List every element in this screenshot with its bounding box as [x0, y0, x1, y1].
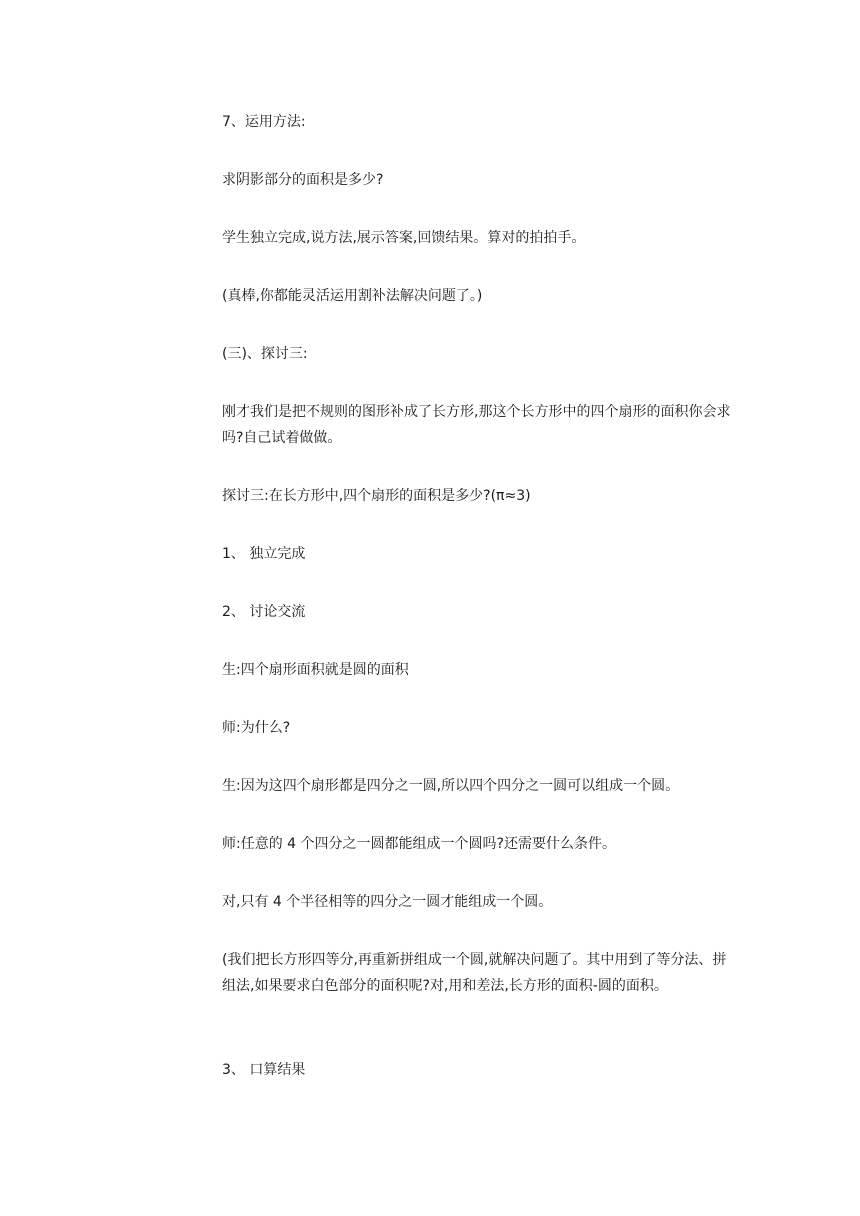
section-heading-explore-three: (三)、探讨三: [222, 346, 308, 362]
dialogue-teacher-2: 师:任意的 4 个四分之一圆都能组成一个圆吗?还需要什么条件。 [222, 836, 616, 852]
list-item-discussion: 2、 讨论交流 [222, 604, 306, 620]
list-item-independent: 1、 独立完成 [222, 546, 306, 562]
dialogue-student-1: 生:四个扇形面积就是圆的面积 [222, 662, 409, 678]
question-shaded-area: 求阴影部分的面积是多少? [222, 172, 384, 188]
paragraph-method-summary: (我们把长方形四等分,再重新拼组成一个圆,就解决问题了。其中用到了等分法、拼组法,如果要求白色部分的面积呢?对,用和差法,长方形的面积-圆的面积。 [222, 952, 727, 994]
dialogue-student-2: 生:因为这四个扇形都是四分之一圆,所以四个四分之一圆可以组成一个圆。 [222, 778, 680, 794]
paragraph-equal-radius: 对,只有 4 个半径相等的四分之一圆才能组成一个圆。 [222, 894, 553, 910]
paragraph-rectangle-sectors: 刚才我们是把不规则的图形补成了长方形,那这个长方形中的四个扇形的面积你会求吗?自己试着做做。 [222, 404, 731, 446]
paragraph-praise: (真棒,你都能灵活运用割补法解决问题了。) [222, 288, 483, 304]
paragraph-students-complete: 学生独立完成,说方法,展示答案,回馈结果。算对的拍拍手。 [222, 230, 586, 246]
step-heading-apply-method: 7、运用方法: [222, 114, 306, 130]
paragraph-explore-three-question: 探讨三:在长方形中,四个扇形的面积是多少?(π≈3) [222, 488, 531, 504]
dialogue-teacher-1: 师:为什么? [222, 720, 291, 736]
list-item-mental-calculation: 3、 口算结果 [222, 1062, 306, 1078]
